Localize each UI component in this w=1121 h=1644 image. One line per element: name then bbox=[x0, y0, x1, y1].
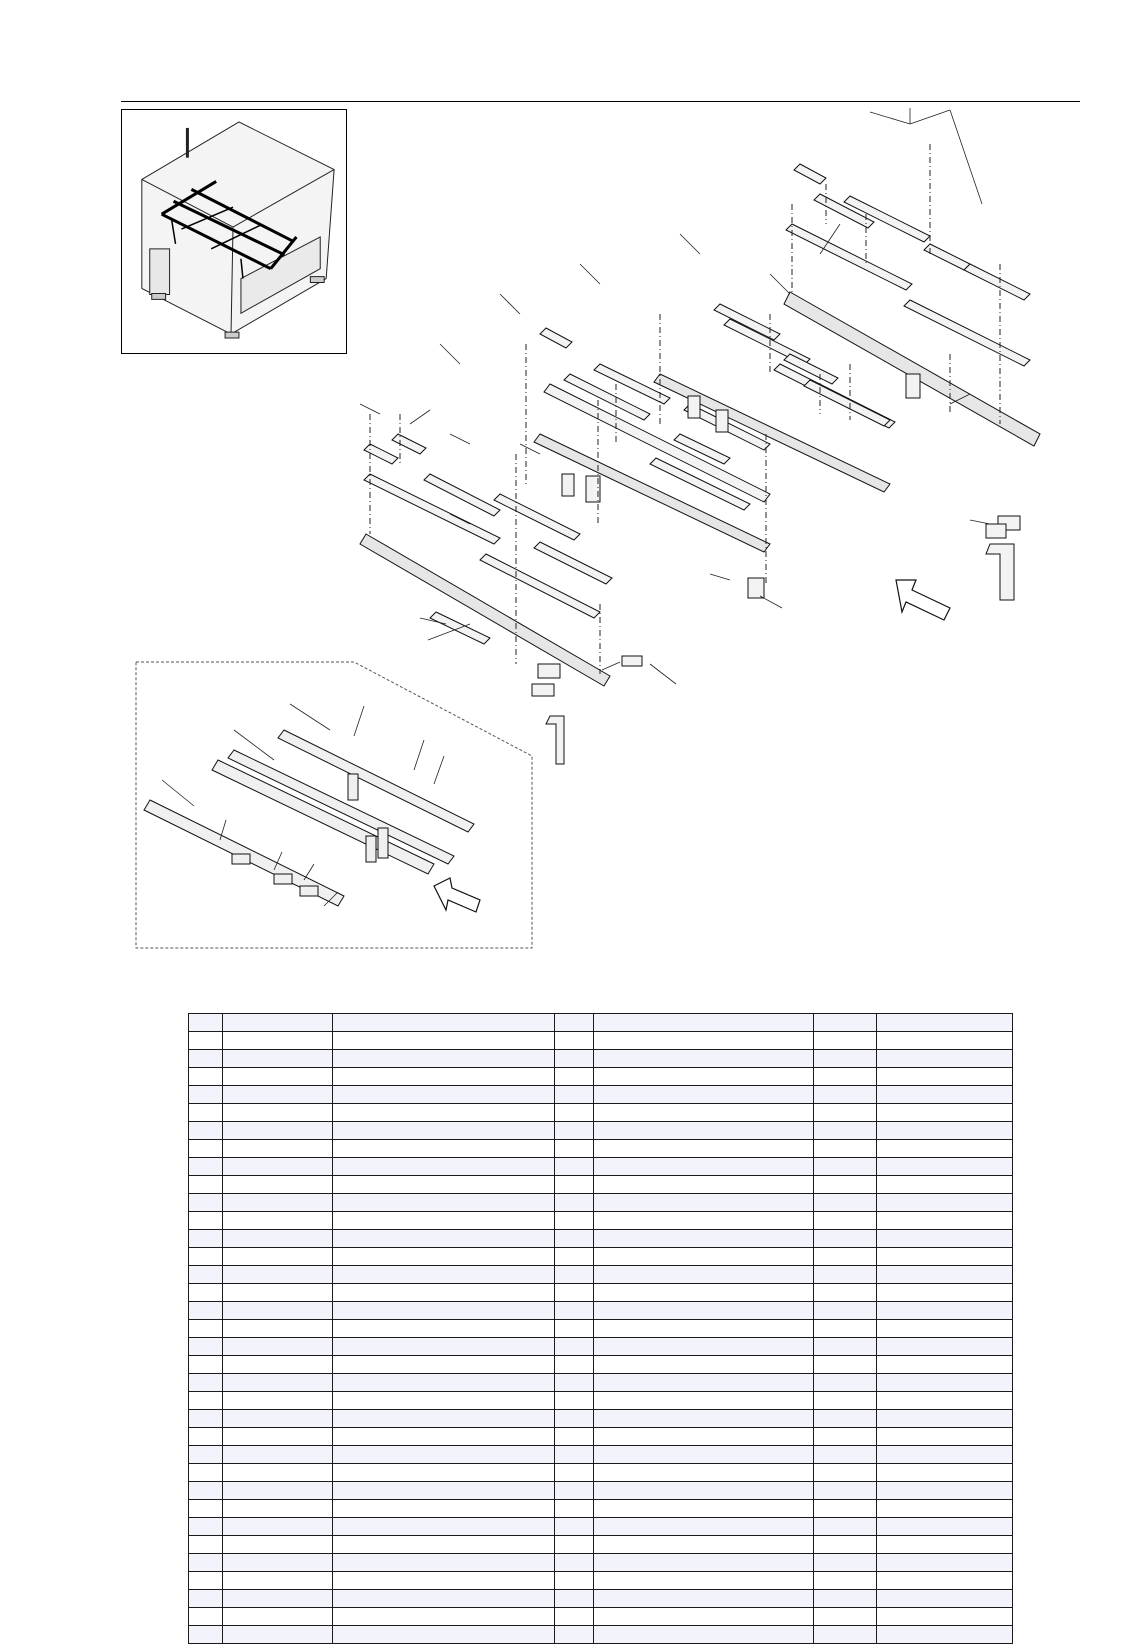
table-cell bbox=[222, 1104, 332, 1122]
table-row bbox=[189, 1248, 1013, 1266]
table-cell bbox=[555, 1464, 593, 1482]
table-row bbox=[189, 1374, 1013, 1392]
parts-list-body bbox=[189, 1014, 1013, 1644]
table-cell bbox=[877, 1608, 1013, 1626]
table-cell bbox=[593, 1068, 813, 1086]
table-cell bbox=[222, 1554, 332, 1572]
table-cell bbox=[222, 1338, 332, 1356]
table-cell bbox=[222, 1500, 332, 1518]
table-cell bbox=[333, 1230, 555, 1248]
table-cell bbox=[593, 1536, 813, 1554]
table-cell bbox=[333, 1356, 555, 1374]
table-cell bbox=[333, 1212, 555, 1230]
table-cell bbox=[222, 1356, 332, 1374]
table-row bbox=[189, 1446, 1013, 1464]
table-cell bbox=[813, 1392, 877, 1410]
table-cell bbox=[813, 1428, 877, 1446]
table-cell bbox=[877, 1500, 1013, 1518]
table-cell bbox=[877, 1428, 1013, 1446]
table-cell bbox=[593, 1626, 813, 1644]
table-row bbox=[189, 1050, 1013, 1068]
table-cell bbox=[593, 1104, 813, 1122]
table-cell bbox=[813, 1158, 877, 1176]
table-cell bbox=[555, 1104, 593, 1122]
table-cell bbox=[813, 1338, 877, 1356]
table-row bbox=[189, 1428, 1013, 1446]
table-cell bbox=[222, 1014, 332, 1032]
table-cell bbox=[555, 1176, 593, 1194]
table-cell bbox=[593, 1572, 813, 1590]
table-cell bbox=[877, 1464, 1013, 1482]
table-row bbox=[189, 1320, 1013, 1338]
table-cell bbox=[593, 1050, 813, 1068]
table-cell bbox=[333, 1104, 555, 1122]
table-cell bbox=[813, 1590, 877, 1608]
table-cell bbox=[593, 1302, 813, 1320]
table-cell bbox=[189, 1302, 223, 1320]
table-cell bbox=[593, 1320, 813, 1338]
table-cell bbox=[813, 1212, 877, 1230]
table-row bbox=[189, 1518, 1013, 1536]
table-cell bbox=[189, 1590, 223, 1608]
table-cell bbox=[222, 1068, 332, 1086]
table-cell bbox=[593, 1518, 813, 1536]
table-cell bbox=[222, 1302, 332, 1320]
table-cell bbox=[555, 1554, 593, 1572]
table-cell bbox=[222, 1086, 332, 1104]
table-row bbox=[189, 1554, 1013, 1572]
table-cell bbox=[333, 1626, 555, 1644]
table-cell bbox=[333, 1176, 555, 1194]
table-cell bbox=[189, 1248, 223, 1266]
table-cell bbox=[593, 1014, 813, 1032]
table-cell bbox=[555, 1572, 593, 1590]
table-cell bbox=[555, 1068, 593, 1086]
table-cell bbox=[877, 1014, 1013, 1032]
table-cell bbox=[813, 1626, 877, 1644]
table-cell bbox=[189, 1014, 223, 1032]
table-cell bbox=[813, 1356, 877, 1374]
table-row bbox=[189, 1500, 1013, 1518]
table-cell bbox=[813, 1248, 877, 1266]
table-cell bbox=[222, 1572, 332, 1590]
table-cell bbox=[593, 1374, 813, 1392]
table-cell bbox=[877, 1572, 1013, 1590]
table-cell bbox=[555, 1482, 593, 1500]
table-cell bbox=[222, 1266, 332, 1284]
table-cell bbox=[222, 1194, 332, 1212]
table-cell bbox=[189, 1410, 223, 1428]
table-cell bbox=[555, 1500, 593, 1518]
table-cell bbox=[222, 1140, 332, 1158]
table-cell bbox=[222, 1158, 332, 1176]
table-cell bbox=[333, 1032, 555, 1050]
table-cell bbox=[813, 1554, 877, 1572]
table-cell bbox=[222, 1410, 332, 1428]
table-cell bbox=[593, 1176, 813, 1194]
table-cell bbox=[813, 1014, 877, 1032]
table-cell bbox=[555, 1212, 593, 1230]
table-cell bbox=[189, 1608, 223, 1626]
table-cell bbox=[189, 1284, 223, 1302]
table-cell bbox=[877, 1176, 1013, 1194]
table-cell bbox=[222, 1122, 332, 1140]
table-cell bbox=[189, 1104, 223, 1122]
table-cell bbox=[593, 1140, 813, 1158]
table-cell bbox=[189, 1194, 223, 1212]
table-cell bbox=[813, 1122, 877, 1140]
table-cell bbox=[555, 1536, 593, 1554]
table-cell bbox=[555, 1590, 593, 1608]
table-cell bbox=[813, 1518, 877, 1536]
table-cell bbox=[877, 1140, 1013, 1158]
table-cell bbox=[593, 1392, 813, 1410]
table-cell bbox=[555, 1194, 593, 1212]
table-cell bbox=[189, 1212, 223, 1230]
table-cell bbox=[333, 1536, 555, 1554]
table-cell bbox=[593, 1194, 813, 1212]
table-cell bbox=[593, 1356, 813, 1374]
table-cell bbox=[555, 1230, 593, 1248]
table-cell bbox=[555, 1392, 593, 1410]
table-cell bbox=[189, 1374, 223, 1392]
table-cell bbox=[222, 1284, 332, 1302]
table-cell bbox=[333, 1554, 555, 1572]
table-cell bbox=[222, 1518, 332, 1536]
table-cell bbox=[189, 1626, 223, 1644]
table-cell bbox=[813, 1608, 877, 1626]
table-cell bbox=[222, 1392, 332, 1410]
table-cell bbox=[189, 1428, 223, 1446]
table-cell bbox=[189, 1464, 223, 1482]
table-cell bbox=[189, 1356, 223, 1374]
table-cell bbox=[877, 1302, 1013, 1320]
table-cell bbox=[333, 1320, 555, 1338]
table-cell bbox=[593, 1086, 813, 1104]
table-cell bbox=[877, 1230, 1013, 1248]
table-cell bbox=[555, 1446, 593, 1464]
table-cell bbox=[222, 1536, 332, 1554]
table-cell bbox=[877, 1446, 1013, 1464]
table-cell bbox=[593, 1446, 813, 1464]
table-cell bbox=[877, 1158, 1013, 1176]
table-cell bbox=[813, 1086, 877, 1104]
table-cell bbox=[813, 1410, 877, 1428]
table-row bbox=[189, 1086, 1013, 1104]
table-cell bbox=[877, 1248, 1013, 1266]
machine-overview-drawing bbox=[122, 110, 346, 353]
table-cell bbox=[189, 1158, 223, 1176]
table-cell bbox=[189, 1122, 223, 1140]
table-cell bbox=[555, 1086, 593, 1104]
table-cell bbox=[555, 1320, 593, 1338]
table-cell bbox=[333, 1266, 555, 1284]
table-cell bbox=[222, 1590, 332, 1608]
table-cell bbox=[877, 1410, 1013, 1428]
table-row bbox=[189, 1194, 1013, 1212]
table-row bbox=[189, 1410, 1013, 1428]
table-cell bbox=[813, 1320, 877, 1338]
table-cell bbox=[333, 1464, 555, 1482]
assembled-detail-drawing bbox=[134, 660, 542, 950]
table-cell bbox=[222, 1608, 332, 1626]
table-cell bbox=[189, 1554, 223, 1572]
table-cell bbox=[222, 1248, 332, 1266]
table-cell bbox=[593, 1428, 813, 1446]
table-cell bbox=[333, 1446, 555, 1464]
table-row bbox=[189, 1464, 1013, 1482]
table-cell bbox=[555, 1266, 593, 1284]
table-cell bbox=[813, 1140, 877, 1158]
table-cell bbox=[593, 1212, 813, 1230]
table-cell bbox=[593, 1464, 813, 1482]
table-cell bbox=[555, 1338, 593, 1356]
table-cell bbox=[333, 1392, 555, 1410]
table-cell bbox=[877, 1518, 1013, 1536]
table-cell bbox=[877, 1554, 1013, 1572]
table-cell bbox=[555, 1374, 593, 1392]
header-rule bbox=[121, 101, 1080, 102]
table-cell bbox=[222, 1482, 332, 1500]
table-cell bbox=[189, 1176, 223, 1194]
table-cell bbox=[593, 1338, 813, 1356]
table-cell bbox=[333, 1428, 555, 1446]
table-cell bbox=[593, 1590, 813, 1608]
table-row bbox=[189, 1392, 1013, 1410]
table-cell bbox=[222, 1464, 332, 1482]
assembled-detail-figure bbox=[134, 660, 542, 950]
table-cell bbox=[189, 1266, 223, 1284]
table-cell bbox=[189, 1086, 223, 1104]
table-cell bbox=[555, 1428, 593, 1446]
table-cell bbox=[222, 1374, 332, 1392]
table-cell bbox=[189, 1230, 223, 1248]
table-cell bbox=[333, 1302, 555, 1320]
table-cell bbox=[333, 1410, 555, 1428]
table-row bbox=[189, 1356, 1013, 1374]
table-row bbox=[189, 1158, 1013, 1176]
table-cell bbox=[877, 1392, 1013, 1410]
table-row bbox=[189, 1482, 1013, 1500]
table-row bbox=[189, 1572, 1013, 1590]
table-cell bbox=[877, 1068, 1013, 1086]
table-cell bbox=[222, 1626, 332, 1644]
table-cell bbox=[877, 1212, 1013, 1230]
table-cell bbox=[222, 1050, 332, 1068]
table-cell bbox=[877, 1590, 1013, 1608]
table-cell bbox=[333, 1572, 555, 1590]
table-row bbox=[189, 1014, 1013, 1032]
table-row bbox=[189, 1032, 1013, 1050]
table-cell bbox=[813, 1050, 877, 1068]
table-cell bbox=[555, 1032, 593, 1050]
table-cell bbox=[593, 1230, 813, 1248]
table-cell bbox=[555, 1410, 593, 1428]
table-cell bbox=[189, 1446, 223, 1464]
table-cell bbox=[189, 1392, 223, 1410]
table-cell bbox=[555, 1248, 593, 1266]
table-cell bbox=[813, 1194, 877, 1212]
table-cell bbox=[189, 1518, 223, 1536]
table-cell bbox=[593, 1248, 813, 1266]
table-cell bbox=[813, 1482, 877, 1500]
table-cell bbox=[877, 1356, 1013, 1374]
table-cell bbox=[333, 1122, 555, 1140]
table-cell bbox=[877, 1086, 1013, 1104]
table-cell bbox=[555, 1626, 593, 1644]
table-cell bbox=[189, 1500, 223, 1518]
table-cell bbox=[333, 1140, 555, 1158]
table-cell bbox=[813, 1464, 877, 1482]
table-cell bbox=[333, 1608, 555, 1626]
table-row bbox=[189, 1536, 1013, 1554]
table-cell bbox=[222, 1320, 332, 1338]
table-cell bbox=[877, 1320, 1013, 1338]
table-cell bbox=[593, 1554, 813, 1572]
table-cell bbox=[813, 1032, 877, 1050]
table-cell bbox=[555, 1122, 593, 1140]
table-row bbox=[189, 1266, 1013, 1284]
parts-list-table bbox=[188, 1013, 1013, 1644]
table-cell bbox=[593, 1122, 813, 1140]
table-cell bbox=[189, 1338, 223, 1356]
table-cell bbox=[877, 1194, 1013, 1212]
table-cell bbox=[222, 1428, 332, 1446]
table-cell bbox=[333, 1194, 555, 1212]
table-cell bbox=[813, 1284, 877, 1302]
table-cell bbox=[593, 1032, 813, 1050]
table-row bbox=[189, 1338, 1013, 1356]
table-cell bbox=[877, 1284, 1013, 1302]
table-cell bbox=[593, 1500, 813, 1518]
table-cell bbox=[877, 1104, 1013, 1122]
table-cell bbox=[813, 1536, 877, 1554]
table-row bbox=[189, 1626, 1013, 1644]
table-cell bbox=[877, 1536, 1013, 1554]
table-cell bbox=[593, 1608, 813, 1626]
table-cell bbox=[189, 1482, 223, 1500]
table-cell bbox=[333, 1248, 555, 1266]
table-cell bbox=[333, 1590, 555, 1608]
table-cell bbox=[877, 1482, 1013, 1500]
table-cell bbox=[593, 1410, 813, 1428]
table-cell bbox=[813, 1500, 877, 1518]
table-row bbox=[189, 1122, 1013, 1140]
machine-overview-figure bbox=[121, 109, 347, 354]
table-cell bbox=[813, 1266, 877, 1284]
table-cell bbox=[813, 1302, 877, 1320]
table-cell bbox=[222, 1176, 332, 1194]
table-cell bbox=[555, 1284, 593, 1302]
table-cell bbox=[333, 1014, 555, 1032]
table-cell bbox=[189, 1050, 223, 1068]
table-cell bbox=[333, 1050, 555, 1068]
table-cell bbox=[593, 1482, 813, 1500]
table-cell bbox=[555, 1518, 593, 1536]
table-cell bbox=[189, 1320, 223, 1338]
table-cell bbox=[222, 1032, 332, 1050]
table-cell bbox=[877, 1626, 1013, 1644]
table-row bbox=[189, 1212, 1013, 1230]
table-cell bbox=[189, 1032, 223, 1050]
table-cell bbox=[813, 1374, 877, 1392]
table-cell bbox=[877, 1374, 1013, 1392]
table-row bbox=[189, 1230, 1013, 1248]
table-cell bbox=[333, 1482, 555, 1500]
table-cell bbox=[593, 1284, 813, 1302]
table-cell bbox=[222, 1446, 332, 1464]
table-row bbox=[189, 1104, 1013, 1122]
table-row bbox=[189, 1302, 1013, 1320]
table-cell bbox=[813, 1572, 877, 1590]
table-cell bbox=[813, 1446, 877, 1464]
table-cell bbox=[189, 1068, 223, 1086]
table-cell bbox=[222, 1230, 332, 1248]
table-cell bbox=[189, 1140, 223, 1158]
table-row bbox=[189, 1590, 1013, 1608]
table-cell bbox=[222, 1212, 332, 1230]
table-row bbox=[189, 1608, 1013, 1626]
table-cell bbox=[813, 1104, 877, 1122]
table-row bbox=[189, 1068, 1013, 1086]
table-cell bbox=[333, 1284, 555, 1302]
table-cell bbox=[333, 1158, 555, 1176]
table-row bbox=[189, 1140, 1013, 1158]
table-cell bbox=[877, 1266, 1013, 1284]
table-cell bbox=[877, 1338, 1013, 1356]
table-cell bbox=[555, 1356, 593, 1374]
table-cell bbox=[189, 1572, 223, 1590]
table-cell bbox=[333, 1518, 555, 1536]
table-cell bbox=[555, 1140, 593, 1158]
table-cell bbox=[813, 1176, 877, 1194]
table-cell bbox=[593, 1158, 813, 1176]
table-row bbox=[189, 1176, 1013, 1194]
table-cell bbox=[877, 1050, 1013, 1068]
table-cell bbox=[877, 1122, 1013, 1140]
table-cell bbox=[555, 1608, 593, 1626]
table-cell bbox=[813, 1230, 877, 1248]
table-cell bbox=[333, 1086, 555, 1104]
table-cell bbox=[333, 1374, 555, 1392]
table-cell bbox=[555, 1014, 593, 1032]
table-cell bbox=[593, 1266, 813, 1284]
table-cell bbox=[333, 1338, 555, 1356]
table-cell bbox=[555, 1158, 593, 1176]
table-cell bbox=[333, 1068, 555, 1086]
table-cell bbox=[877, 1032, 1013, 1050]
table-cell bbox=[555, 1050, 593, 1068]
table-cell bbox=[333, 1500, 555, 1518]
table-cell bbox=[813, 1068, 877, 1086]
table-cell bbox=[555, 1302, 593, 1320]
table-cell bbox=[189, 1536, 223, 1554]
table-row bbox=[189, 1284, 1013, 1302]
